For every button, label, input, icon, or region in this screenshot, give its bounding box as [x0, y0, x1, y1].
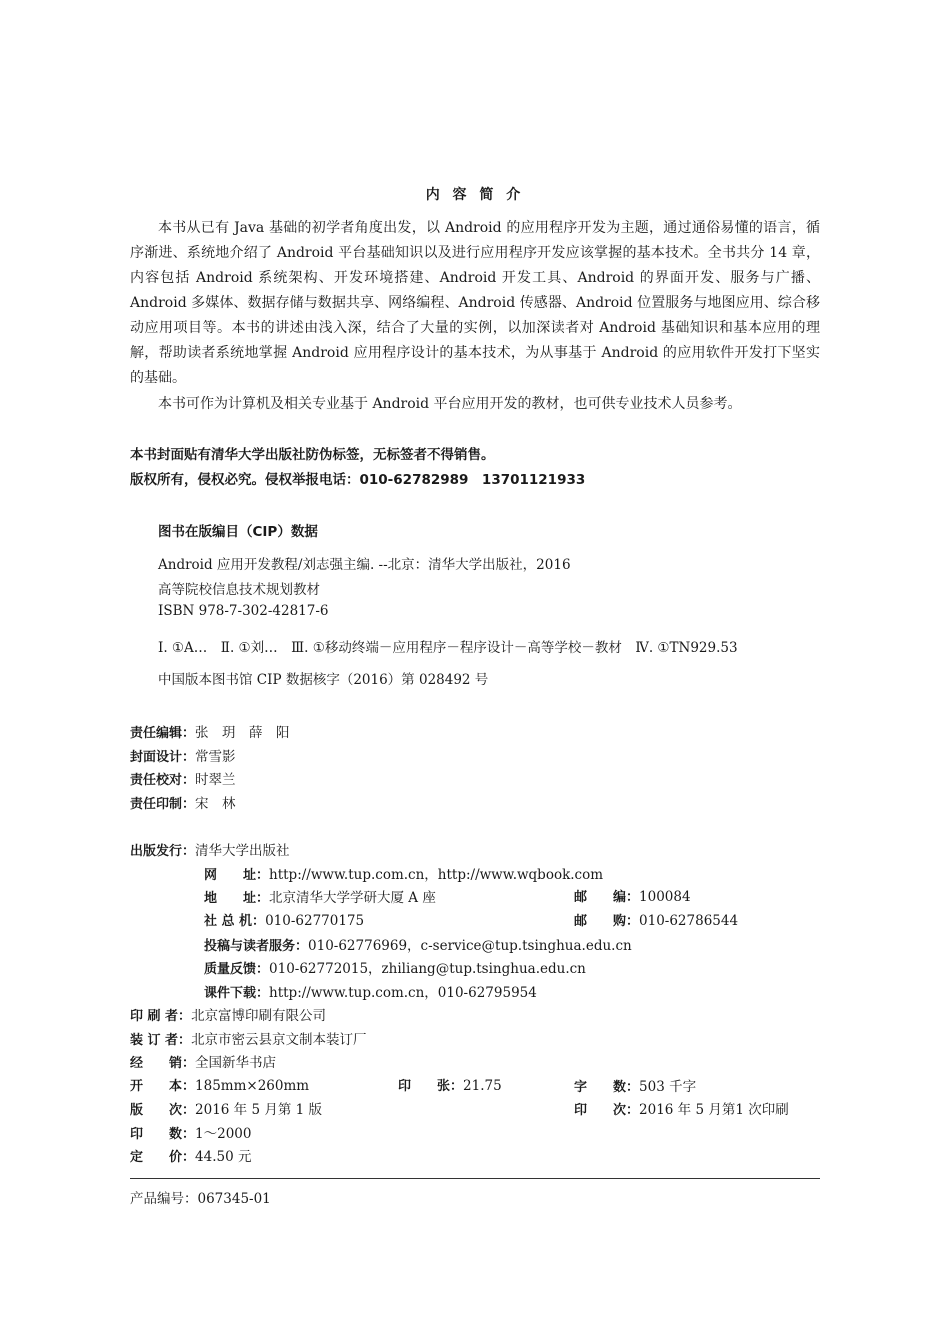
distributor: 经 销：全国新华书店 — [130, 1055, 277, 1071]
printer: 印 刷 者：北京富博印刷有限公司 — [130, 1008, 327, 1024]
copyright-notice: 版权所有，侵权必究。侵权举报电话：010-62782989 13701121933 — [130, 472, 586, 488]
product-code: 产品编号：067345-01 — [130, 1191, 271, 1207]
cip-heading: 图书在版编目（CIP）数据 — [158, 524, 318, 540]
publisher-website: 网 址：http://www.tup.com.cn，http://www.wqbook.com — [204, 867, 604, 883]
cip-line: Android 应用开发教程/刘志强主编. --北京：清华大学出版社，2016 — [158, 557, 571, 573]
publisher-zip: 邮 编：100084 — [574, 889, 691, 905]
page-title: 内 容 简 介 — [425, 187, 525, 203]
staff-printing: 责任印制：宋 林 — [130, 796, 236, 812]
publisher-reader-service: 投稿与读者服务：010-62776969，c-service@tup.tsinghua.edu.cn — [204, 938, 632, 954]
cip-classification: Ⅰ. ①A… Ⅱ. ①刘… Ⅲ. ①移动终端－应用程序－程序设计－高等学校－教材 Ⅳ. ①TN929.53 — [158, 640, 738, 656]
cip-line: 中国版本图书馆 CIP 数据核字（2016）第 028492 号 — [158, 672, 489, 688]
publisher-switchboard: 社 总 机：010-62770175 — [204, 913, 365, 929]
publisher-mail-order: 邮 购：010-62786544 — [574, 913, 739, 929]
edition: 版 次：2016 年 5 月第 1 版 — [130, 1102, 323, 1118]
publisher-courseware-download: 课件下载：http://www.tup.com.cn，010-62795954 — [204, 985, 537, 1001]
binder: 装 订 者：北京市密云县京文制本装订厂 — [130, 1032, 367, 1048]
word-count: 字 数：503 千字 — [574, 1079, 697, 1095]
publisher-quality-feedback: 质量反馈：010-62772015，zhiliang@tup.tsinghua.edu.cn — [204, 961, 586, 977]
impression: 印 次：2016 年 5 月第1 次印刷 — [574, 1102, 789, 1118]
print-run: 印 数：1～2000 — [130, 1126, 252, 1142]
cip-line: ISBN 978-7-302-42817-6 — [158, 603, 329, 619]
intro-paragraph-1: 本书从已有 Java 基础的初学者角度出发，以 Android 的应用程序开发为主题，通过通俗易懂的语言，循序渐进、系统地介绍了 Android 平台基础知识以及进行应用程序开发应该掌握的基本技术。全书共分 14 章，内容包括 Android 系统架构、开发环境搭建、Android 开发工具、Android 的界面开发、服务与广播、Android 多媒体、数据存储与数据共享、网络编程、Android 传感器、Android 位置服务与地图应用、综合移动应用项目等。本书的讲述由浅入深，结合了大量的实例，以加深读者对 Android 基础知识和基本应用的理解，帮助读者系统地掌握 Android 应用程序设计的基本技术，为从事基于 Android 的应用软件开发打下坚实的基础。 — [130, 220, 820, 386]
divider — [130, 1178, 820, 1179]
anti-counterfeit-notice: 本书封面贴有清华大学出版社防伪标签，无标签者不得销售。 — [130, 447, 495, 463]
cip-line: 高等院校信息技术规划教材 — [158, 582, 320, 598]
price: 定 价：44.50 元 — [130, 1149, 252, 1165]
publisher-address: 地 址：北京清华大学学研大厦 A 座 — [204, 890, 436, 906]
publisher: 出版发行：清华大学出版社 — [130, 843, 290, 859]
staff-editor: 责任编辑：张 玥 薛 阳 — [130, 725, 290, 741]
staff-cover-design: 封面设计：常雪影 — [130, 749, 236, 765]
staff-proofreader: 责任校对：时翠兰 — [130, 772, 236, 788]
printed-sheets: 印 张：21.75 — [398, 1078, 502, 1094]
intro-paragraph-2: 本书可作为计算机及相关专业基于 Android 平台应用开发的教材，也可供专业技术人员参考。 — [158, 396, 742, 412]
book-size: 开 本：185mm×260mm — [130, 1078, 310, 1094]
